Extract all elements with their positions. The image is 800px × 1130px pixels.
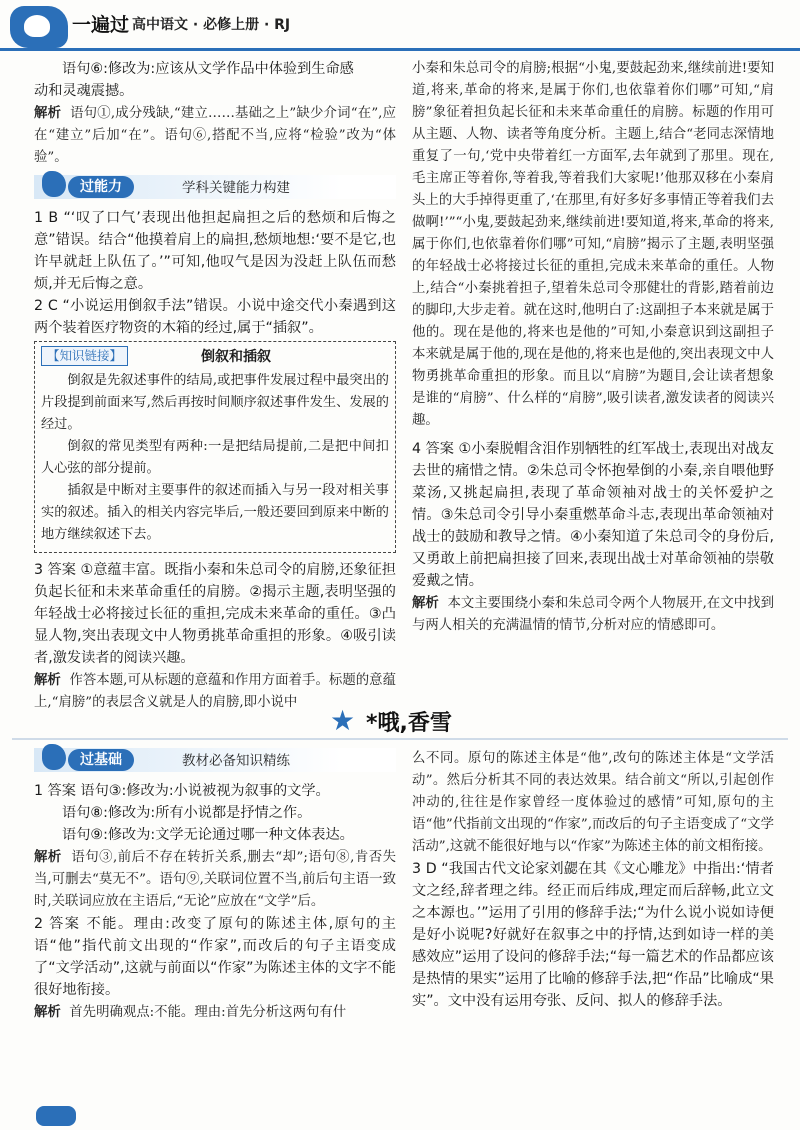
answer-line: 语句⑧:修改为:所有小说都是抒情之作。 <box>62 805 312 821</box>
analysis-continued: 么不同。原句的陈述主体是“他”,改句的陈述主体是“文学活动”。然后分析其不同的表达效果。结合前文“所以,引起创作冲动的,往往是作家曾经一度体验过的感情”可知,原句的主语“他”代指前文出现的“作家”,而改后的句子主语变成了“文学活动”,这就不能很好地与以“作家”为陈述主体的前文相衔接。 <box>412 751 774 854</box>
book-title: 高中语文 · 必修上册 · RJ <box>132 17 291 33</box>
section-subtitle: 教材必备知识精练 <box>182 753 290 769</box>
analysis-text: 首先明确观点:不能。理由:首先分析这两句有什 <box>69 1005 347 1020</box>
knowledge-header <box>41 346 389 366</box>
left-column-top <box>34 58 396 714</box>
right-column-bottom <box>412 748 774 1012</box>
question-2-answer: 2 C “小说运用倒叙手法”错误。小说中途交代小秦遇到这两个装着医疗物资的木箱的经过,属于“插叙”。 <box>34 298 396 336</box>
knowledge-paragraph: 倒叙的常见类型有两种:一是把结局提前,二是把中间扣人心弦的部分提前。 <box>41 439 389 476</box>
right-column-top <box>412 58 774 637</box>
question-1-answer: 1 B “‘叹了口气’表现出他担起扁担之后的愁烦和后悔之意”错误。结合“他摸着肩上的扁担,愁烦地想:‘要不是它,也许早就赶上队伍了。’”可知,他叹气是因为没赶上队伍而愁烦,并无后悔之意。 <box>34 210 396 292</box>
chapter-heading <box>330 704 470 738</box>
analysis-block <box>34 102 396 169</box>
question-3-answer: 3 答案 ①意蕴丰富。既指小秦和朱总司令的肩膀,还象征担负起长征和未来革命重任的肩膀。②揭示主题,表明坚强的年轻战士必将接过长征的重担,完成未来革命的重任。③凸显人物,突出表现文中人物勇挑革命重担的形象。④吸引读者,激发读者的阅读兴趣。 <box>34 562 396 666</box>
analysis-continued: 小秦和朱总司令的肩膀;根据“小鬼,要鼓起劲来,继续前进!要知道,将来,革命的将来,是属于你们,也依靠着你们哪”可知,“肩膀”象征着担负起长征和未来革命重任的肩膀。标题的作用可从主题、人物、读者等角度分析。主题上,结合“老同志深情地重复了一句,‘党中央带着红一方面军,去年就到了那里。现在,毛主席正等着你,等着我,等着我们大家呢!’他那双移在小秦肩头上的大手掉得更重了,‘在那里,有好多好多事情正等着我们去做啊!’”“小鬼,要鼓起劲来,继续前进!要知道,将来,革命的将来,属于你们,也依靠着你们哪”可知,“肩膀”揭示了主题,表明坚强的年轻战士必将接过长征的重担,完成未来革命的重任。人物上,结合“小秦挑着担子,望着朱总司令那健壮的背影,踏着前边的脚印,大步走着。就在这时,他明白了:这副担子本来就是属于他的。现在是他的,将来也是他的”可知,小秦意识到这副担子本来就是属于他的,现在是他的,将来也是他的,突出表现文中人物勇挑革命重担的形象。而且以“肩膀”为题目,会让读者想象是谁的“肩膀”、什么样的“肩膀”,吸引读者,激发读者的阅读兴趣。 <box>412 61 774 428</box>
answer-line: 动和灵魂震撼。 <box>34 83 134 99</box>
section-header-ability <box>34 175 396 199</box>
analysis-text: 语句③,前后不存在转折关系,删去“却”;语句⑧,肯否失当,可删去“莫无不”。语句⑨,关联词位置不当,前后句主语一致时,关联词应放在主语后,“无论”应放在“文学”后。 <box>34 850 396 909</box>
mascot-icon <box>42 744 66 770</box>
analysis-block <box>412 592 774 637</box>
analysis-label: 解析 <box>34 849 62 865</box>
analysis-block <box>34 846 396 913</box>
answer-line: 语句⑥:修改为:应该从文学作品中体验到生命感 <box>62 61 354 77</box>
section-header-basics <box>34 748 396 772</box>
analysis-label: 解析 <box>34 105 62 121</box>
left-column-bottom <box>34 748 396 1024</box>
footer-logo-icon <box>36 1106 76 1126</box>
analysis-block <box>34 1001 396 1024</box>
knowledge-paragraph: 倒叙是先叙述事件的结局,或把事件发展过程中最突出的片段提到前面来写,然后再按时间顺序叙述事件发生、发展的经过。 <box>41 373 389 432</box>
mascot-icon <box>42 171 66 197</box>
section-pill: 过基础 <box>68 749 134 771</box>
mascot-logo-icon <box>10 6 68 48</box>
analysis-label: 解析 <box>34 672 61 688</box>
question-1-answer: 1 答案 语句③:修改为:小说被视为叙事的文学。 <box>34 783 330 799</box>
star-icon: ★ <box>330 704 356 737</box>
brand-name: 一遍过 <box>72 14 130 36</box>
analysis-label: 解析 <box>34 1004 61 1020</box>
answer-line: 语句⑨:修改为:文学无论通过哪一种文体表达。 <box>62 827 354 843</box>
chapter-rule <box>12 738 788 740</box>
chapter-title: *哦,香雪 <box>366 711 452 736</box>
section-pill: 过能力 <box>68 176 134 198</box>
knowledge-link-box <box>34 341 396 553</box>
knowledge-tag: 【知识链接】 <box>41 346 128 366</box>
question-4-answer: 4 答案 ①小秦脱帽含泪作别牺牲的红军战士,表现出对战友去世的痛惜之情。②朱总司令怀抱晕倒的小秦,亲自喂他野菜汤,又挑起扁担,表现了革命领袖对战士的关怀爱护之情。③朱总司令引导小秦重燃革命斗志,表现出革命领袖对战士的鼓励和教导之情。④小秦知道了朱总司令的身份后,又勇敢上前把扁担接了回来,表现出战士对革命领袖的崇敬爱戴之情。 <box>412 441 774 589</box>
section-subtitle: 学科关键能力构建 <box>182 180 290 196</box>
question-3-answer: 3 D “我国古代文论家刘勰在其《文心雕龙》中指出:‘情者文之经,辞者理之纬。经正而后纬成,理定而后辞畅,此立文之本源也。’”运用了引用的修辞手法;“为什么说小说如诗便是好小说呢?好就好在叙事之中的抒情,达到如诗一样的美感效应”运用了设问的修辞手法;“每一篇艺术的作品都应该是热情的果实”运用了比喻的修辞手法,把“作品”比喻成“果实”。文中没有运用夸张、反问、拟人的修辞手法。 <box>412 861 774 1009</box>
analysis-text: 本文主要围绕小秦和朱总司令两个人物展开,在文中找到与两人相关的充满温情的情节,分析对应的情感即可。 <box>412 596 774 633</box>
knowledge-title: 倒叙和插叙 <box>201 349 271 365</box>
header-rule <box>0 48 800 51</box>
page-header <box>0 0 800 52</box>
analysis-label: 解析 <box>412 595 439 611</box>
knowledge-paragraph: 插叙是中断对主要事件的叙述而插入与另一段对相关事实的叙述。插入的相关内容完毕后,一般还要回到原来中断的地方继续叙述下去。 <box>41 483 389 542</box>
question-2-answer: 2 答案 不能。理由:改变了原句的陈述主体,原句的主语“他”指代前文出现的“作家”,而改后的句子主语变成了“文学活动”,这就与前面以“作家”为陈述主体的文字不能很好地衔接。 <box>34 916 396 998</box>
analysis-text: 作答本题,可从标题的意蕴和作用方面着手。标题的意蕴上,“肩膀”的表层含义就是人的肩膀,即小说中 <box>34 673 396 710</box>
analysis-text: 语句①,成分残缺,“建立……基础之上”缺少介词“在”,应在“建立”后加“在”。语句⑥,搭配不当,应将“检验”改为“体验”。 <box>34 106 397 165</box>
